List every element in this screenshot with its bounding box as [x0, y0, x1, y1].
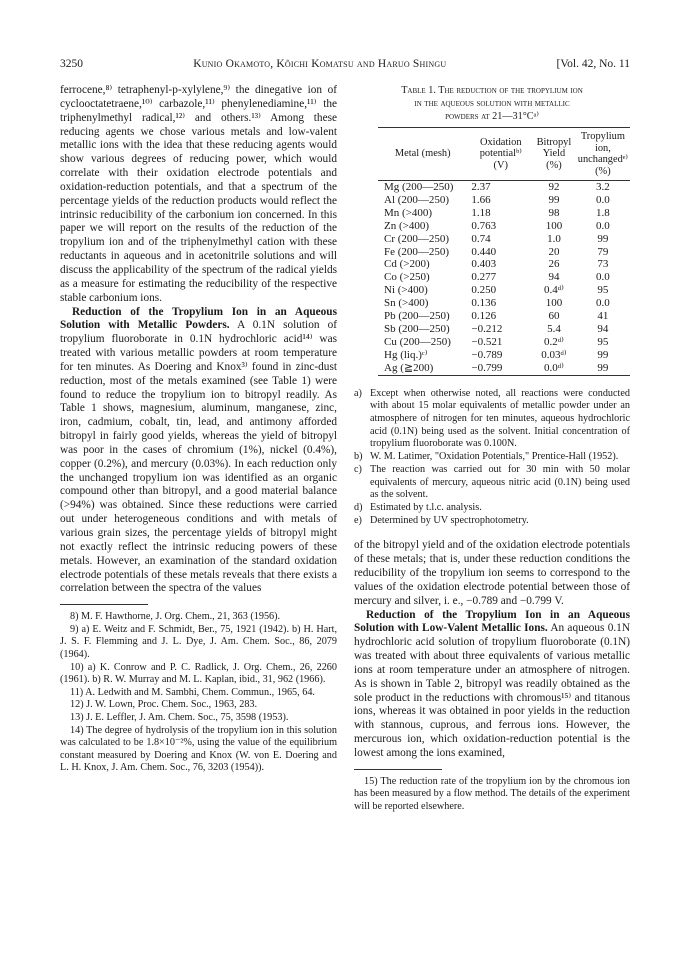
author-line: Kunio Okamoto, Kôichi Komatsu and Haruo Shingu	[193, 58, 447, 70]
cell-unchanged: 99	[597, 232, 609, 245]
footnote: 10) a) K. Conrow and P. C. Radlick, J. Org. Chem., 26, 2260 (1961). b) R. W. Murray and M. L. Kaplan, ibid., 31, 962 (1966).	[60, 661, 337, 686]
table-row	[378, 181, 630, 194]
caption-line: Table 1. The reduction of the tropylium ion	[401, 85, 583, 96]
table-row	[378, 233, 630, 246]
table-note-text: Except when otherwise noted, all reactions were conducted with about 15 molar equivalents of metallic powder under an atmosphere of nitrogen for ten minutes, aqueous hydrochloric acid (0.1N) being used as the solvent. Initial concentration of tropylium fluoroborate was 0.100N.	[370, 387, 630, 450]
cell-metal: Zn (>400)	[384, 219, 429, 232]
cell-unchanged: 0.0	[596, 271, 610, 284]
cell-unchanged: 0.0	[596, 193, 610, 206]
cell-potential: 0.250	[471, 284, 497, 297]
right-column	[354, 84, 630, 814]
table-row	[378, 336, 630, 349]
table-row	[378, 297, 630, 310]
cell-yield: 1.0	[547, 232, 561, 245]
header-potential: Oxidation potentialᵇ⁾ (V)	[479, 136, 522, 171]
table-row	[378, 362, 630, 375]
cell-unchanged: 94	[597, 322, 609, 335]
cell-potential: 0.126	[471, 310, 497, 323]
footnote-rule	[60, 604, 148, 605]
section-body: An aqueous 0.1N hydrochloric acid solution of tropylium fluoroborate (0.1N) was treated with about three equivalents of various metallic ions at room temperature under an atmosphere of nitrogen. As is shown in Table 2, bitropyl was readily obtained as the sole product in the reductions with chromous¹⁵⁾ and titanous ions, whereas it was obtained in poor yields in the reduction with stannous, cuprous, and ferrous ions. However, the mercurous ion, which oxidation-reduction potential is the lowest among the ions examined,	[354, 622, 630, 759]
cell-potential: −0.521	[471, 335, 503, 348]
cell-yield: 98	[548, 206, 560, 219]
table-row	[378, 284, 630, 297]
cell-yield: 92	[548, 181, 560, 193]
cell-potential: 0.763	[471, 219, 497, 232]
cell-potential: 2.37	[471, 181, 491, 193]
table-row	[378, 194, 630, 207]
table-row	[378, 310, 630, 323]
intro-paragraph: ferrocene,⁸⁾ tetraphenyl-p-xylylene,⁹⁾ the dinegative ion of cyclooctatetraene,¹⁰⁾ carbazole,¹¹⁾ phenylenediamine,¹¹⁾ the triphenylmethyl radical,¹²⁾ and others.¹³⁾ Among these reducing agents we chose various metals and low-valent metallic ions with the idea that these reducing agents would show various degrees of reducing power, which would correlate with their oxidation electrode potentials and oxidation-reduction potentials, and that a spectrum of the percentage yields of the reduction products would reflect the intrinsic reducibility of the carbonium ion concerned. In this paper we will report on the results of the reduction of the tropylium ion and of the triphenylmethyl cation with these reductants in aqueous and in acetonitrile solutions and will discuss the applicability of the spectrum of the radical yields as a measure for estimating the reducibility of the respective stable carbonium ions.	[60, 84, 337, 304]
cell-metal: Sn (>400)	[384, 297, 429, 310]
table-body	[378, 181, 630, 376]
cell-metal: Sb (200—250)	[384, 322, 450, 335]
cell-yield: 0.03ᵈ⁾	[541, 348, 567, 361]
cell-potential: 1.18	[471, 206, 491, 219]
table-caption	[354, 84, 630, 123]
cell-unchanged: 73	[597, 258, 609, 271]
table-note	[354, 502, 630, 515]
left-column	[60, 84, 337, 775]
cell-metal: Fe (200—250)	[384, 245, 450, 258]
cell-yield: 100	[545, 219, 563, 232]
cell-potential: 0.277	[471, 271, 497, 284]
cell-unchanged: 0.0	[596, 297, 610, 310]
table-note	[354, 451, 630, 464]
table-header-row	[378, 128, 630, 181]
table-note-text: The reaction was carried out for 30 min with 50 molar equivalents of mercury, aqueous nitric acid (0.1N) being used as the solvent.	[370, 463, 630, 501]
cell-potential: 0.136	[471, 297, 497, 310]
cell-potential: 0.403	[471, 258, 497, 271]
header-metal: Metal (mesh)	[394, 148, 451, 160]
cell-metal: Cr (200—250)	[384, 232, 450, 245]
cell-metal: Co (>250)	[384, 271, 430, 284]
cell-unchanged: 0.0	[596, 219, 610, 232]
cell-yield: 0.0ᵈ⁾	[544, 361, 564, 374]
footnote: 15) The reduction rate of the tropylium ion by the chromous ion has been measured by a flow method. The details of the experiment will be reported elsewhere.	[354, 775, 630, 813]
table-note-label: d)	[354, 501, 363, 513]
cell-yield: 60	[548, 310, 560, 323]
cell-unchanged: 99	[597, 348, 609, 361]
section-heading: Reduction of the Tropylium Ion in an Aqueous Solution with Low-Valent Metallic Ions.	[354, 608, 630, 635]
cell-yield: 100	[545, 297, 563, 310]
cell-metal: Cu (200—250)	[384, 335, 451, 348]
cell-metal: Pb (200—250)	[384, 310, 450, 323]
footnote: 11) A. Ledwith and M. Sambhi, Chem. Commun., 1965, 64.	[70, 686, 315, 698]
cell-unchanged: 3.2	[596, 181, 610, 193]
table-notes	[354, 388, 630, 528]
cell-metal: Ni (>400)	[384, 284, 428, 297]
cell-potential: 1.66	[471, 193, 491, 206]
footnote: 12) J. W. Lown, Proc. Chem. Soc., 1963, 283.	[70, 699, 258, 711]
cell-metal: Al (200—250)	[384, 193, 450, 206]
header-yield: Bitropyl Yield (%)	[536, 136, 572, 171]
running-header	[60, 58, 630, 74]
footnote: 8) M. F. Hawthorne, J. Org. Chem., 21, 363 (1956).	[70, 611, 281, 623]
cell-potential: 0.440	[471, 245, 497, 258]
table-row	[378, 258, 630, 271]
cell-yield: 0.2ᵈ⁾	[544, 335, 564, 348]
cell-unchanged: 99	[597, 361, 609, 374]
table-note	[354, 464, 630, 502]
footnote: 13) J. E. Leffler, J. Am. Chem. Soc., 75, 3598 (1953).	[70, 711, 289, 723]
cell-unchanged: 79	[597, 245, 609, 258]
footnote-rule	[354, 769, 442, 770]
cell-metal: Ag (≧200)	[384, 361, 434, 374]
table-note-text: W. M. Latimer, "Oxidation Potentials," Prentice-Hall (1952).	[370, 451, 619, 463]
reduction-table	[378, 127, 630, 376]
cell-yield: 99	[548, 193, 560, 206]
table-note-label: c)	[354, 463, 362, 475]
table-row	[378, 323, 630, 336]
section-heading: Reduction of the Tropylium Ion in an Aqueous Solution with Metallic Powders.	[60, 305, 337, 332]
table-note	[354, 515, 630, 528]
cell-metal: Cd (>200)	[384, 258, 430, 271]
table-note	[354, 388, 630, 452]
caption-line: in the aqueous solution with metallic	[414, 98, 570, 109]
cell-unchanged: 41	[597, 310, 609, 323]
table-row	[378, 271, 630, 284]
cell-unchanged: 95	[597, 335, 609, 348]
cell-yield: 0.4ᵈ⁾	[544, 284, 564, 297]
table-row	[378, 207, 630, 220]
footnote: 14) The degree of hydrolysis of the tropylium ion in this solution was calculated to be 1.8×10⁻²%, using the value of the equilibrium constant measured by Doering and Knox (W. von E. Doering and L. H. Knox, J. Am. Chem. Soc., 76, 3203 (1954)).	[60, 724, 337, 774]
cell-potential: 0.74	[471, 232, 491, 245]
cell-unchanged: 95	[597, 284, 609, 297]
table-note-label: a)	[354, 387, 362, 399]
cell-unchanged: 1.8	[596, 206, 610, 219]
table-note-label: e)	[354, 514, 362, 526]
table-row	[378, 246, 630, 259]
footnote: 9) a) E. Weitz and F. Schmidt, Ber., 75, 1921 (1942). b) H. Hart, J. S. F. Flemming and J. L. Dye, J. Am. Chem. Soc., 86, 2079 (1964).	[60, 623, 337, 660]
table-note-label: b)	[354, 451, 363, 463]
continuation-paragraph: of the bitropyl yield and of the oxidation electrode potentials of these metals; that is, under these reduction conditions the reducibility of the tropylium ion seems to correspond to the values of the oxidation electrode potential between those of mercury and silver, i. e., −0.789 and −0.799 V.	[354, 539, 630, 607]
section-metallic-powders	[60, 306, 337, 597]
table-row	[378, 349, 630, 362]
cell-metal: Hg (liq.)ᶜ⁾	[384, 348, 428, 361]
cell-yield: 5.4	[547, 322, 561, 335]
caption-line: powders at 21—31°Cᵃ⁾	[445, 111, 539, 122]
section-body: A 0.1N solution of tropylium fluoroborate in 0.1N hydrochloric acid¹⁴⁾ was treated with various metallic powders at room temperature for ten minutes. As Doering and Knox³⁾ found in zinc-dust reduction, most of the metals examined (see Table 1) were found to reduce the tropylium ion to bitropyl readily. As Table 1 shows, magnesium, aluminum, manganese, zinc, iron, cadmium, cobalt, tin, lead, and antimony afforded bitropyl in fairly good yields, whereas the yield of bitropyl was poor in the cases of chromium (1%), nickel (0.4%), copper (0.2%), and mercury (0.03%). In each reduction only the unchanged tropylium ion was identified as an organic compound other than bitropyl, and a good material balance (>94%) was obtained. Since these reductions were carried out under heterogeneous conditions and with metals of various grain sizes, the percentage yields of bitropyl might not exactly reflect the intrinsic reducing powers of these metals. However, an examination of the standard oxidation electrode potentials of these metals reveals that there exists a correlation between the spectra of the values	[60, 319, 338, 595]
page-number: 3250	[60, 58, 83, 70]
header-unchanged: Tropylium ion, unchangedᵉ⁾ (%)	[577, 131, 628, 177]
cell-metal: Mn (>400)	[384, 206, 433, 219]
cell-potential: −0.789	[471, 348, 503, 361]
table-note-text: Determined by UV spectrophotometry.	[370, 514, 529, 526]
cell-potential: −0.212	[471, 322, 503, 335]
cell-potential: −0.799	[471, 361, 503, 374]
footnotes	[60, 611, 337, 775]
footnotes	[354, 776, 630, 814]
table-note-text: Estimated by t.l.c. analysis.	[370, 501, 482, 513]
cell-yield: 26	[548, 258, 560, 271]
cell-yield: 94	[548, 271, 560, 284]
section-low-valent-ions	[354, 609, 630, 761]
table-row	[378, 220, 630, 233]
journal-volume: [Vol. 42, No. 11	[556, 58, 630, 70]
cell-yield: 20	[548, 245, 560, 258]
cell-metal: Mg (200—250)	[384, 181, 454, 193]
